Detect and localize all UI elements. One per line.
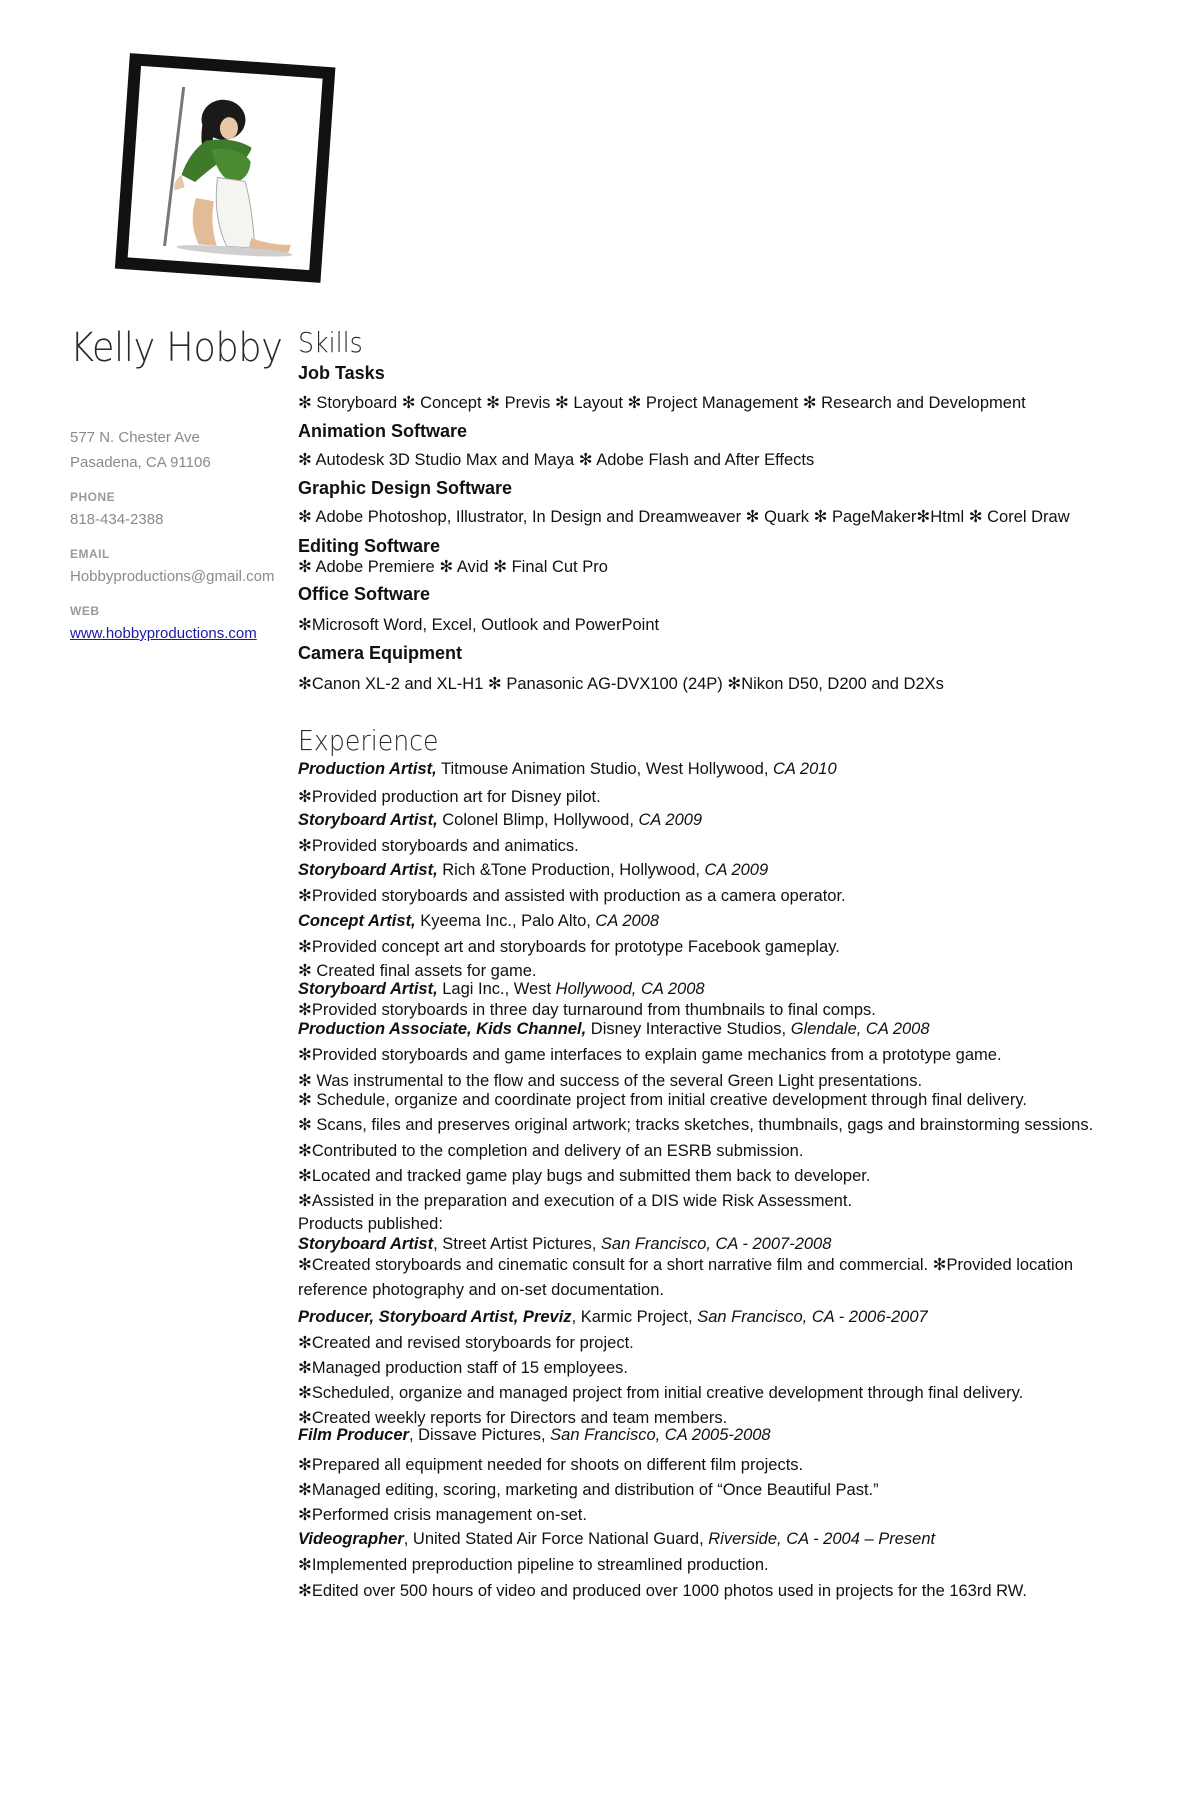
job-role: Production Artist, [298,760,437,778]
job-location: Riverside, CA - 2004 – Present [708,1530,936,1548]
job-org: Titmouse Animation Studio, West Hollywood, [436,760,774,778]
job-org: , Dissave Pictures, [408,1426,551,1444]
skills-text: ✻ Adobe Photoshop, Illustrator, In Design and Dreamweaver ✻ Quark ✻ PageMaker✻Html ✻ Corel Draw [298,508,1070,526]
job-detail: ✻Scheduled, organize and managed project from initial creative development through final delivery. ✻Created weekly reports for Directors and team members. [298,1384,1024,1427]
email-label: EMAIL [70,547,110,561]
job-org: Colonel Blimp, Hollywood, [437,811,639,829]
job-entry [298,980,705,999]
job-location: Glendale, CA 2008 [790,1020,930,1038]
job-detail: ✻Prepared all equipment needed for shoots on different film projects. [298,1456,804,1474]
job-org: , Karmic Project, [571,1308,698,1326]
job-entry [298,1235,831,1254]
address-line-2: Pasadena, CA 91106 [70,454,211,471]
job-detail: ✻Managed production staff of 15 employees. [298,1359,628,1377]
job-detail: ✻Provided concept art and storyboards for prototype Facebook gameplay. [298,938,840,956]
job-detail: ✻Provided storyboards and animatics. [298,837,579,855]
job-detail: ✻Contributed to the completion and delivery of an ESRB submission. [298,1142,804,1160]
job-detail: ✻Managed editing, scoring, marketing and distribution of “Once Beautiful Past.” [298,1481,879,1499]
job-detail: ✻Provided production art for Disney pilot. [298,788,601,806]
job-entry [298,811,702,830]
job-location: CA 2010 [773,760,837,778]
job-detail: ✻Provided storyboards and assisted with production as a camera operator. [298,887,846,905]
skills-text: ✻ Adobe Premiere ✻ Avid ✻ Final Cut Pro [298,558,608,576]
candidate-name: Kelly Hobby [70,325,283,371]
job-role: Storyboard Artist, [298,861,438,879]
skills-heading: Animation Software [298,421,468,441]
job-detail: ✻ Was instrumental to the flow and success of the several Green Light presentations. [298,1072,923,1090]
job-detail: ✻Created storyboards and cinematic consult for a short narrative film and commercial. ✻Provided location reference photography and on-set documentation. [298,1256,1074,1299]
job-detail: ✻Edited over 500 hours of video and produced over 1000 photos used in projects for the 163rd RW. [298,1582,1027,1600]
skills-heading: Editing Software [298,536,441,556]
job-role: Videographer [298,1530,404,1548]
job-location: CA 2009 [638,811,703,829]
contact-info [70,425,290,646]
job-org: Disney Interactive Studios, [586,1020,791,1038]
job-detail: ✻Created and revised storyboards for project. [298,1334,634,1352]
phone-number: 818-434-2388 [70,511,164,528]
job-detail: ✻ Scans, files and preserves original artwork; tracks sketches, thumbnails, gags and brainstorming sessions. [298,1116,1094,1134]
job-entry [298,912,659,931]
web-label: WEB [70,604,100,618]
skills-heading: Camera Equipment [298,643,463,663]
job-org: Rich &Tone Production, Hollywood, [437,861,705,879]
job-detail: ✻ Schedule, organize and coordinate project from initial creative development through final delivery. [298,1091,1027,1109]
skills-text: ✻ Storyboard ✻ Concept ✻ Previs ✻ Layout ✻ Project Management ✻ Research and Development [298,394,1026,412]
job-role: Concept Artist, [298,912,416,930]
skills-title: Skills [298,326,363,359]
experience-title: Experience [298,724,439,757]
job-location: San Francisco, CA - 2006-2007 [697,1308,928,1326]
job-entry [298,861,768,880]
job-detail: ✻Provided storyboards in three day turnaround from thumbnails to final comps. [298,1001,876,1019]
profile-sketch-image [100,50,350,290]
job-org: Lagi Inc., West [437,980,556,998]
skills-text: ✻Canon XL-2 and XL-H1 ✻ Panasonic AG-DVX100 (24P) ✻Nikon D50, D200 and D2Xs [298,675,944,693]
job-role: Storyboard Artist, [298,980,438,998]
job-org: , United Stated Air Force National Guard, [403,1530,709,1548]
job-role: Storyboard Artist [298,1235,434,1253]
job-entry [298,1020,930,1039]
job-location: San Francisco, CA - 2007-2008 [600,1235,832,1253]
skills-heading: Job Tasks [298,363,385,383]
job-entry [298,1308,928,1327]
job-entry [298,760,837,779]
job-location: CA 2009 [704,861,769,879]
job-role: Producer, Storyboard Artist, Previz [298,1308,572,1326]
skills-text: ✻ Autodesk 3D Studio Max and Maya ✻ Adobe Flash and After Effects [298,451,815,469]
job-detail: ✻Located and tracked game play bugs and submitted them back to developer. [298,1167,871,1185]
job-role: Storyboard Artist, [298,811,438,829]
skills-heading: Office Software [298,584,431,604]
skills-heading: Graphic Design Software [298,478,513,498]
products-published-label: Products published: [298,1215,443,1233]
phone-label: PHONE [70,490,116,504]
job-detail: ✻Implemented preproduction pipeline to streamlined production. [298,1556,769,1574]
website-link[interactable]: www.hobbyproductions.com [70,625,257,642]
job-detail: ✻ Created final assets for game. [298,962,537,980]
job-role: Production Associate, Kids Channel, [298,1020,587,1038]
job-entry [298,1426,771,1445]
job-detail: ✻Performed crisis management on-set. [298,1506,587,1524]
job-location: San Francisco, CA 2005-2008 [550,1426,771,1444]
job-location: Hollywood, CA 2008 [555,980,705,998]
job-role: Film Producer [298,1426,409,1444]
job-org: Kyeema Inc., Palo Alto, [415,912,596,930]
job-detail: ✻Assisted in the preparation and execution of a DIS wide Risk Assessment. [298,1192,853,1210]
job-entry [298,1530,935,1549]
job-org: , Street Artist Pictures, [433,1235,601,1253]
job-location: CA 2008 [595,912,660,930]
address-line-1: 577 N. Chester Ave [70,429,200,446]
skills-text: ✻Microsoft Word, Excel, Outlook and PowerPoint [298,616,660,634]
email-address: Hobbyproductions@gmail.com [70,568,275,585]
job-detail: ✻Provided storyboards and game interfaces to explain game mechanics from a prototype game. [298,1046,1002,1064]
